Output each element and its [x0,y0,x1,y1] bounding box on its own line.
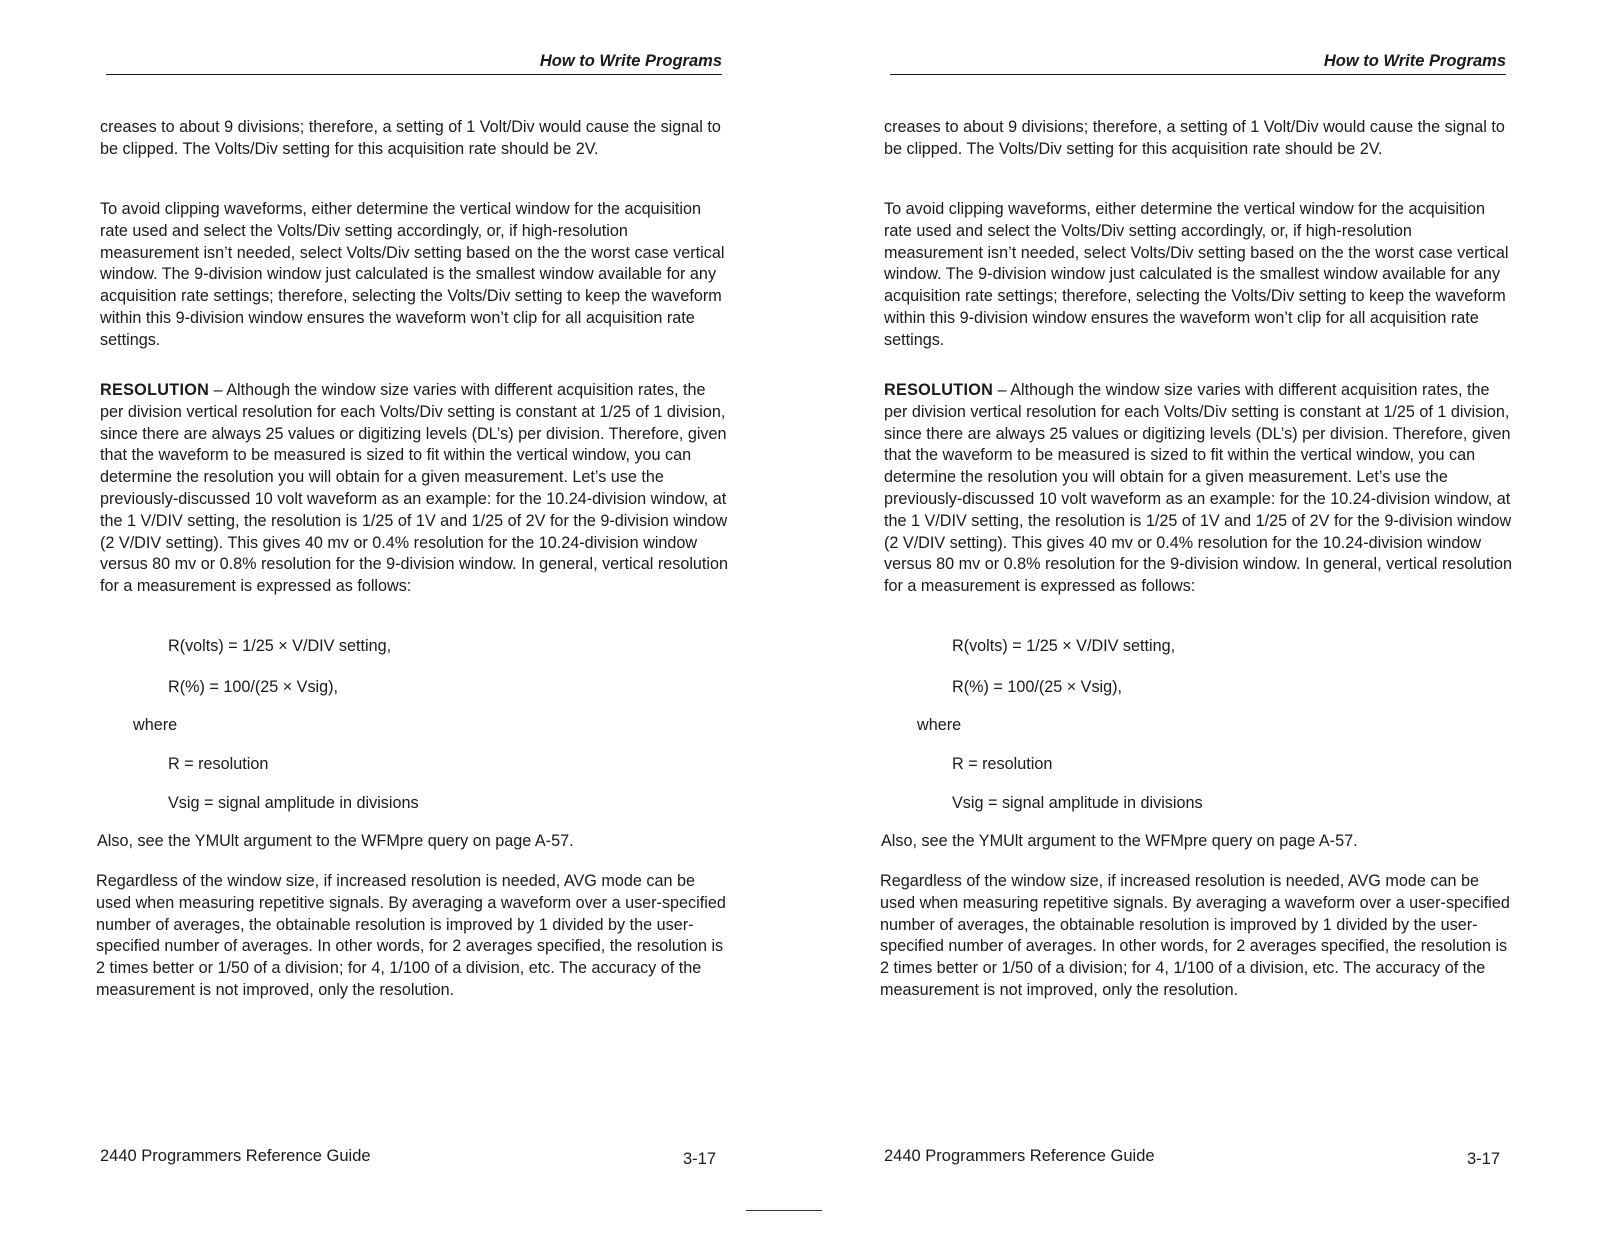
definition-r: R = resolution [168,755,269,773]
paragraph-avoid-clipping: To avoid clipping waveforms, either determine the vertical window for the acquisition rate used and select the Volts/Div setting accordingly, or, if high-resolution measurement isn’t needed, select Volts/Div setting based on the the worst case vertical window. The 9-division window just calculated is the smallest window available for any acquisition rate settings; therefore, selecting the Volts/Div setting to keep the waveform within this 9-division window ensures the waveform won’t clip for all acquisition rate settings. [884,200,1509,349]
formula-resolution-volts: R(volts) = 1/25 × V/DIV setting, [952,637,1176,655]
binding-rule [746,1210,822,1211]
left-page [96,0,740,1237]
resolution-text: – Although the window size varies with different acquisition rates, the per division vertical resolution for each Volts/Div setting is constant at 1/25 of 1 division, since there are always 25 values or digitizing levels (DL’s) per division. Therefore, given that the waveform to be measured is sized to fit within the vertical window, you can determine the resolution you will obtain for a given measurement. Let’s use the previously-discussed 10 volt waveform as an example: for the 10.24-division window, at the 1 V/DIV setting, the resolution is 1/25 of 1V and 1/25 of 2V for the 9-division window (2 V/DIV setting). This gives 40 mv or 0.4% resolution for the 10.24-division window versus 80 mv or 0.8% resolution for the 9-division window. In general, vertical resolution for a measurement is expressed as follows: [884,381,1513,596]
resolution-run-in-heading: RESOLUTION [100,381,210,399]
resolution-run-in-heading: RESOLUTION [884,381,994,399]
footer-title: 2440 Programmers Reference Guide [884,1147,1155,1165]
running-header: How to Write Programs [890,52,1506,75]
paragraph-resolution [884,380,1514,598]
footer-page-number: 3-17 [1467,1150,1501,1168]
right-page [880,0,1524,1237]
paragraph-see-also: Also, see the YMUlt argument to the WFMpre query on page A-57. [881,832,1358,850]
running-header: How to Write Programs [106,52,722,75]
paragraph-see-also: Also, see the YMUlt argument to the WFMpre query on page A-57. [97,832,574,850]
formula-resolution-percent: R(%) = 100/(25 × Vsig), [168,678,339,696]
paragraph-clipping-continued: creases to about 9 divisions; therefore, a setting of 1 Volt/Div would cause the signal to be clipped. The Volts/Div setting for this acquisition rate should be 2V. [100,118,721,158]
where-label: where [917,716,962,734]
paragraph-clipping-continued: creases to about 9 divisions; therefore, a setting of 1 Volt/Div would cause the signal to be clipped. The Volts/Div setting for this acquisition rate should be 2V. [884,118,1505,158]
paragraph-avoid-clipping: To avoid clipping waveforms, either determine the vertical window for the acquisition rate used and select the Volts/Div setting accordingly, or, if high-resolution measurement isn’t needed, select Volts/Div setting based on the the worst case vertical window. The 9-division window just calculated is the smallest window available for any acquisition rate settings; therefore, selecting the Volts/Div setting to keep the waveform within this 9-division window ensures the waveform won’t clip for all acquisition rate settings. [100,200,725,349]
footer-page-number: 3-17 [683,1150,717,1168]
where-label: where [133,716,178,734]
formula-resolution-percent: R(%) = 100/(25 × Vsig), [952,678,1123,696]
resolution-text: – Although the window size varies with different acquisition rates, the per division vertical resolution for each Volts/Div setting is constant at 1/25 of 1 division, since there are always 25 values or digitizing levels (DL’s) per division. Therefore, given that the waveform to be measured is sized to fit within the vertical window, you can determine the resolution you will obtain for a given measurement. Let’s use the previously-discussed 10 volt waveform as an example: for the 10.24-division window, at the 1 V/DIV setting, the resolution is 1/25 of 1V and 1/25 of 2V for the 9-division window (2 V/DIV setting). This gives 40 mv or 0.4% resolution for the 10.24-division window versus 80 mv or 0.8% resolution for the 9-division window. In general, vertical resolution for a measurement is expressed as follows: [100,381,729,596]
definition-vsig: Vsig = signal amplitude in divisions [168,794,419,812]
paragraph-averaging: Regardless of the window size, if increased resolution is needed, AVG mode can be used when measuring repetitive signals. By averaging a waveform over a user-specified number of averages, the obtainable resolution is improved by 1 divided by the user-specified number of averages. In other words, for 2 averages specified, the resolution is 2 times better or 1/50 of a division; for 4, 1/100 of a division, etc. The accuracy of the measurement is not improved, only the resolution. [880,872,1510,999]
formula-resolution-volts: R(volts) = 1/25 × V/DIV setting, [168,637,392,655]
definition-r: R = resolution [952,755,1053,773]
definition-vsig: Vsig = signal amplitude in divisions [952,794,1203,812]
paragraph-resolution [100,380,730,598]
footer-title: 2440 Programmers Reference Guide [100,1147,371,1165]
paragraph-averaging: Regardless of the window size, if increased resolution is needed, AVG mode can be used when measuring repetitive signals. By averaging a waveform over a user-specified number of averages, the obtainable resolution is improved by 1 divided by the user-specified number of averages. In other words, for 2 averages specified, the resolution is 2 times better or 1/50 of a division; for 4, 1/100 of a division, etc. The accuracy of the measurement is not improved, only the resolution. [96,872,726,999]
